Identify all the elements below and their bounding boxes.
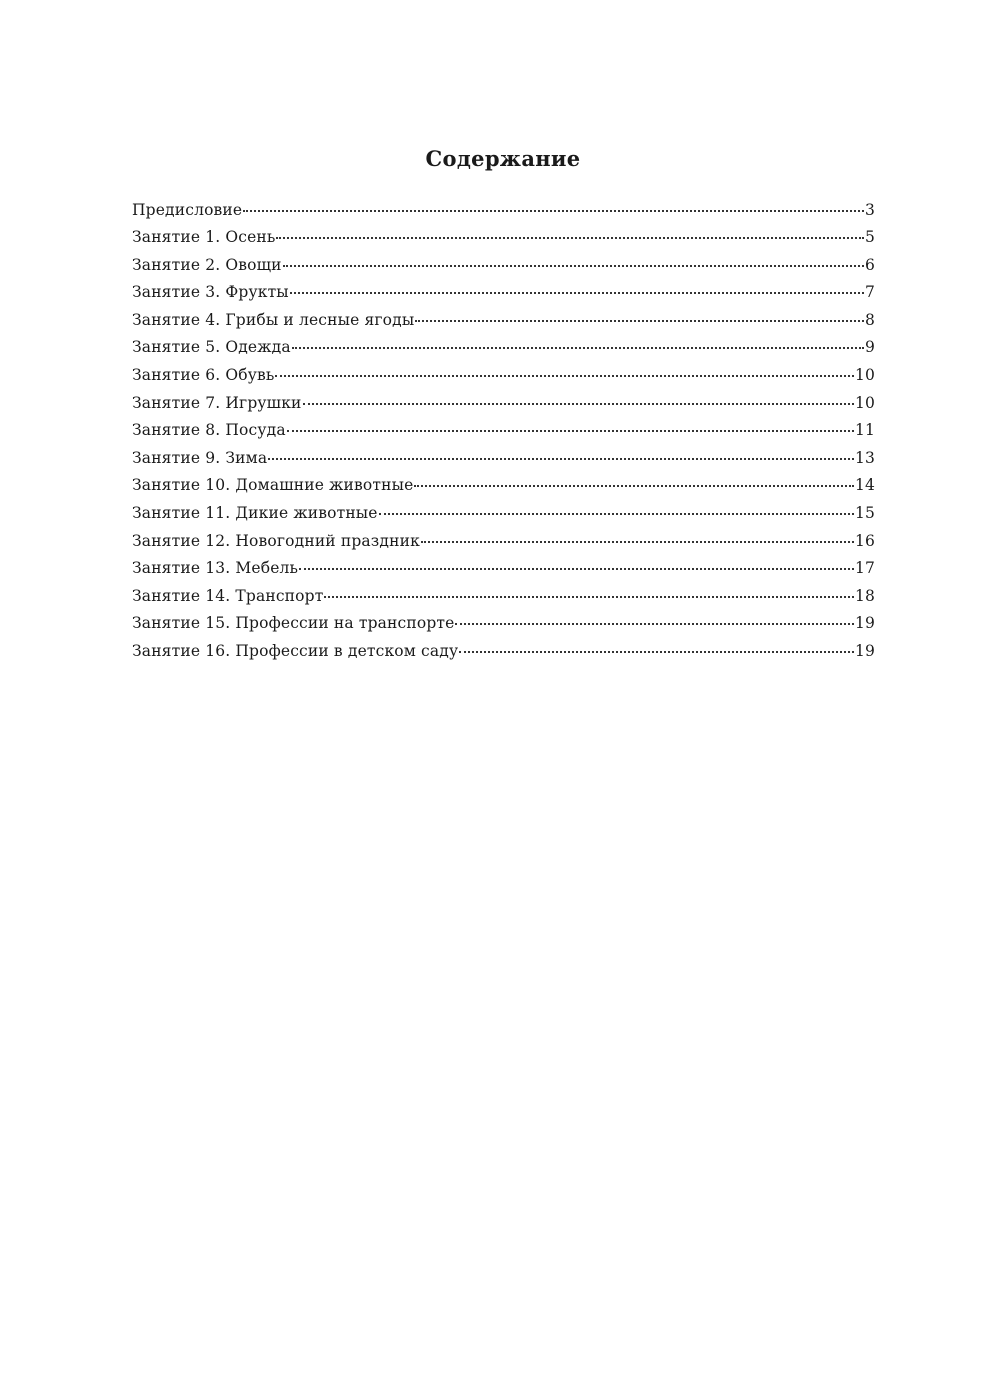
toc-entry-page: 9 xyxy=(864,338,875,357)
dot-leader xyxy=(324,585,854,601)
toc-entry-page: 15 xyxy=(854,504,875,523)
page-title: Содержание xyxy=(425,146,581,171)
toc-entry-label: Занятие 5. Одежда xyxy=(132,338,291,357)
toc-entry-label: Занятие 15. Профессии на транспорте xyxy=(132,614,455,633)
dot-leader xyxy=(459,641,854,657)
toc-entry xyxy=(132,585,875,613)
dot-leader xyxy=(415,309,864,325)
toc-entry-page: 10 xyxy=(854,393,875,412)
toc-entry-page: 14 xyxy=(854,476,875,495)
toc-entry xyxy=(132,199,875,227)
toc-entry-page: 13 xyxy=(854,448,875,467)
toc-entry xyxy=(132,613,875,641)
toc-entry-label: Занятие 4. Грибы и лесные ягоды xyxy=(132,310,415,329)
toc-entry xyxy=(132,337,875,365)
toc-entry xyxy=(132,392,875,420)
toc-entry-label: Занятие 3. Фрукты xyxy=(132,283,289,302)
dot-leader xyxy=(290,282,864,298)
toc-entry-label: Занятие 10. Домашние животные xyxy=(132,476,414,495)
dot-leader xyxy=(243,199,864,215)
toc-entry xyxy=(132,503,875,531)
toc-entry xyxy=(132,309,875,337)
toc-entry-page: 19 xyxy=(854,642,875,660)
dot-leader xyxy=(414,475,854,491)
dot-leader xyxy=(455,613,854,629)
toc-entry-page: 18 xyxy=(854,586,875,605)
toc-entry-label: Занятие 7. Игрушки xyxy=(132,393,302,412)
toc-entry xyxy=(132,475,875,503)
dot-leader xyxy=(379,503,854,519)
toc-entry-page: 11 xyxy=(854,421,875,440)
toc-entry-label: Занятие 11. Дикие животные xyxy=(132,504,378,523)
dot-leader xyxy=(421,530,854,546)
toc-entry xyxy=(132,227,875,255)
toc-entry xyxy=(132,641,875,669)
dot-leader xyxy=(268,447,854,463)
toc-entry xyxy=(132,447,875,475)
table-of-contents xyxy=(132,199,875,668)
toc-entry-label: Занятие 6. Обувь xyxy=(132,366,275,385)
toc-entry-label: Занятие 1. Осень xyxy=(132,228,276,247)
toc-entry xyxy=(132,254,875,282)
toc-entry-page: 16 xyxy=(854,531,875,550)
dot-leader xyxy=(303,392,854,408)
toc-entry-page: 19 xyxy=(854,614,875,633)
toc-entry-page: 17 xyxy=(854,559,875,578)
toc-entry-label: Занятие 12. Новогодний праздник xyxy=(132,531,420,550)
toc-entry-label: Занятие 14. Транспорт xyxy=(132,586,324,605)
dot-leader xyxy=(275,365,854,381)
toc-entry-label: Предисловие xyxy=(132,200,243,219)
toc-entry xyxy=(132,365,875,393)
toc-entry-label: Занятие 13. Мебель xyxy=(132,559,299,578)
toc-entry-page: 8 xyxy=(864,310,875,329)
toc-entry-label: Занятие 16. Профессии в детском саду xyxy=(132,642,459,660)
dot-leader xyxy=(287,420,854,436)
toc-entry-page: 5 xyxy=(864,228,875,247)
dot-leader xyxy=(283,254,864,270)
toc-entry-label: Занятие 9. Зима xyxy=(132,448,268,467)
toc-entry-label: Занятие 2. Овощи xyxy=(132,255,282,274)
toc-entry xyxy=(132,282,875,310)
toc-entry xyxy=(132,530,875,558)
dot-leader xyxy=(276,227,864,243)
toc-entry-label: Занятие 8. Посуда xyxy=(132,421,286,440)
toc-entry-page: 6 xyxy=(864,255,875,274)
toc-entry-page: 10 xyxy=(854,366,875,385)
dot-leader xyxy=(292,337,864,353)
dot-leader xyxy=(299,558,854,574)
toc-entry xyxy=(132,558,875,586)
toc-entry xyxy=(132,420,875,448)
toc-entry-page: 3 xyxy=(864,200,875,219)
toc-entry-page: 7 xyxy=(864,283,875,302)
